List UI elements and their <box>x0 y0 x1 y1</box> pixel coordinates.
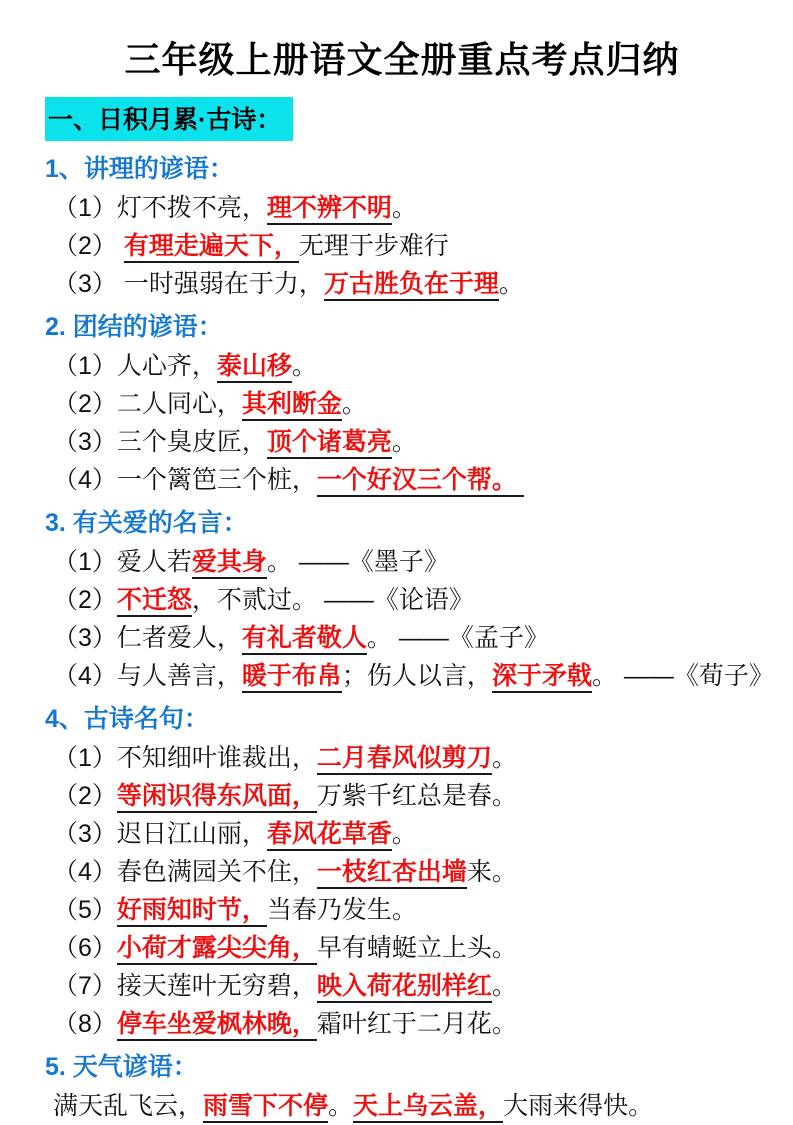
text-segment: 。 <box>291 352 317 380</box>
group-heading: 1、讲理的谚语： <box>45 155 234 183</box>
highlighted-answer-phrase: 二月春风似剪刀 <box>317 744 492 775</box>
highlighted-answer-phrase: 暖于布帛 <box>242 662 342 693</box>
text-line <box>45 347 759 385</box>
highlighted-answer-phrase: 顶个诸葛亮 <box>267 428 392 459</box>
text-segment: （5） <box>53 896 117 924</box>
text-segment: （1）人心齐， <box>53 352 217 380</box>
text-line <box>45 657 774 695</box>
text-segment: 万紫千红总是春。 <box>316 782 517 810</box>
highlighted-answer-phrase: 小荷才露尖尖角， <box>117 934 317 965</box>
highlighted-answer-phrase: 等闲识得东风面， <box>117 782 317 813</box>
document-content <box>45 152 774 1125</box>
highlighted-answer-phrase: 理不辨不明 <box>267 194 392 225</box>
text-segment: 。 <box>391 820 417 848</box>
text-segment: 。 ——《荀子》 <box>591 662 774 690</box>
text-segment: 。 <box>491 744 517 772</box>
highlighted-answer-phrase: 其利断金 <box>242 390 342 421</box>
text-segment: （1）不知细叶谁裁出， <box>53 744 317 772</box>
highlighted-answer-phrase: 一枝红杏出墙 <box>317 858 467 889</box>
text-segment: （7）接天莲叶无穷碧， <box>53 972 317 1000</box>
highlighted-answer-phrase: 爱其身 <box>192 548 267 579</box>
text-segment: 来。 <box>466 858 517 886</box>
text-segment: ；伤人以言， <box>341 662 492 690</box>
text-line <box>45 1005 759 1043</box>
highlighted-answer-phrase: 映入荷花别样红 <box>317 972 492 1003</box>
highlighted-answer-phrase: 深于矛戟 <box>492 662 592 693</box>
text-segment: （4）一个篱笆三个桩， <box>53 466 317 494</box>
text-segment: （1）灯不拨不亮， <box>53 194 267 222</box>
text-segment: （1）爱人若 <box>53 548 192 576</box>
text-segment: 大雨来得快。 <box>503 1092 654 1120</box>
highlighted-answer-phrase: 泰山移 <box>217 352 292 383</box>
text-line <box>45 189 759 227</box>
text-line <box>45 929 759 967</box>
text-line <box>45 461 759 499</box>
text-segment: 当春乃发生。 <box>266 896 417 924</box>
text-segment: 。 <box>491 972 517 1000</box>
text-line <box>45 227 759 265</box>
text-segment: （3）三个臭皮匠， <box>53 428 267 456</box>
text-segment: （3） 一时强弱在于力， <box>53 270 324 298</box>
text-line <box>45 619 759 657</box>
text-segment: 。 <box>328 1092 354 1120</box>
text-segment: ，不贰过。 ——《论语》 <box>191 586 474 614</box>
text-segment: 满天乱飞云， <box>53 1092 204 1120</box>
text-line <box>45 891 759 929</box>
text-line <box>45 967 759 1005</box>
text-line <box>45 385 759 423</box>
text-line <box>45 853 759 891</box>
text-line <box>45 1087 759 1125</box>
highlighted-answer-phrase: 停车坐爱枫林晚， <box>117 1010 317 1041</box>
text-line <box>45 739 759 777</box>
section-header-text: 一、日积月累·古诗： <box>48 106 282 134</box>
text-segment: 无理于步难行 <box>298 232 449 260</box>
text-line <box>45 815 759 853</box>
text-line <box>45 265 759 303</box>
group-heading: 3. 有关爱的名言： <box>45 509 248 537</box>
group-heading: 2. 团结的谚语： <box>45 313 223 341</box>
highlighted-answer-phrase: 春风花草香 <box>267 820 392 851</box>
text-line <box>45 423 759 461</box>
highlighted-answer-phrase: 好雨知时节， <box>117 896 267 927</box>
text-segment: 。 ——《墨子》 <box>266 548 449 576</box>
text-segment: （4）与人善言， <box>53 662 242 690</box>
text-segment: （2）二人同心， <box>53 390 242 418</box>
text-segment: （2） <box>53 232 124 260</box>
highlighted-answer-phrase: 有理走遍天下， <box>124 232 299 263</box>
text-segment: （8） <box>53 1010 117 1038</box>
text-segment: （4）春色满园关不住， <box>53 858 317 886</box>
highlighted-answer-phrase: 天上乌云盖， <box>353 1092 503 1123</box>
group-heading: 5. 天气谚语： <box>45 1053 198 1081</box>
text-segment: 。 <box>498 270 524 298</box>
text-segment: 。 ——《孟子》 <box>366 624 549 652</box>
text-line <box>45 777 759 815</box>
text-segment: （2） <box>53 782 117 810</box>
text-line <box>45 581 759 619</box>
text-segment: 。 <box>391 428 417 456</box>
text-line <box>45 543 759 581</box>
highlighted-answer-phrase: 一个好汉三个帮。 <box>317 466 524 497</box>
highlighted-answer-phrase: 雨雪下不停 <box>203 1092 328 1123</box>
text-segment: 早有蜻蜓立上头。 <box>316 934 517 962</box>
text-segment: （2） <box>53 586 117 614</box>
page-title: 三年级上册语文全册重点考点归纳 <box>124 39 680 80</box>
group-heading: 4、古诗名句： <box>45 705 209 733</box>
highlighted-answer-phrase: 万古胜负在于理 <box>324 270 499 301</box>
highlighted-answer-phrase: 有礼者敬人 <box>242 624 367 655</box>
text-segment: 。 <box>391 194 417 222</box>
text-segment: （3）迟日江山丽， <box>53 820 267 848</box>
highlighted-answer-phrase: 不迁怒 <box>117 586 192 617</box>
text-segment: 。 <box>341 390 367 418</box>
text-segment: （6） <box>53 934 117 962</box>
section-header-highlight <box>45 97 293 141</box>
text-segment: 霜叶红于二月花。 <box>316 1010 517 1038</box>
text-segment: （3）仁者爱人， <box>53 624 242 652</box>
